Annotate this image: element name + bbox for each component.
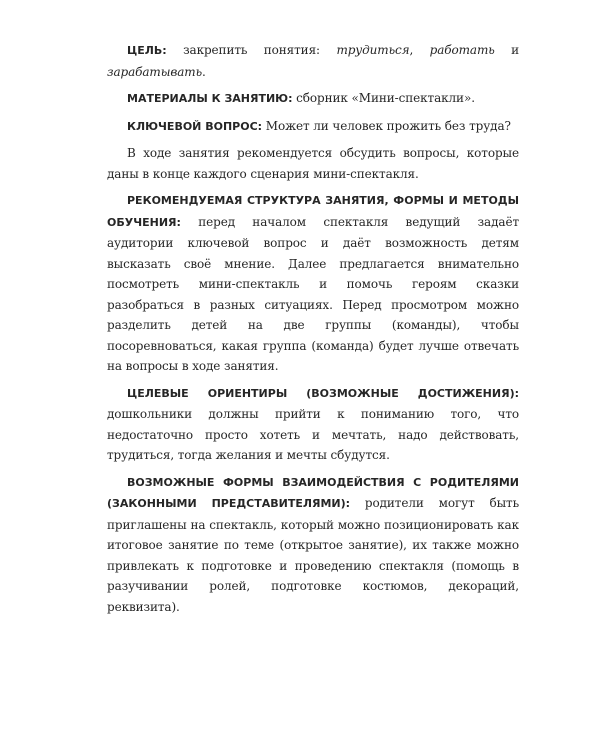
key-question-paragraph xyxy=(107,116,519,138)
structure-text: перед началом спектакля ведущий задаёт аудитории ключевой вопрос и даёт возможность детям высказать своё мнение. Далее предлагается внимательно посмотреть мини-спектакль и помочь героям сказки разобраться в разных ситуациях. Перед просмотром можно разделить детей на две группы (команды), чтобы посоревноваться, какая группа (команда) будет лучше отвечать на вопросы в ходе занятия. xyxy=(107,214,519,373)
materials-paragraph xyxy=(107,88,519,110)
goal-term-1: трудиться xyxy=(336,43,410,57)
structure-label: РЕКОМЕНДУЕМАЯ СТРУКТУРА ЗАНЯТИЯ, ФОРМЫ И МЕТОДЫ ОБУЧЕНИЯ: xyxy=(107,194,519,229)
goal-paragraph xyxy=(107,40,519,82)
materials-label: МАТЕРИАЛЫ К ЗАНЯТИЮ: xyxy=(127,92,293,105)
goal-label: ЦЕЛЬ: xyxy=(127,44,167,57)
goal-sep-1: , xyxy=(409,43,430,57)
goal-sep-2: и xyxy=(494,43,520,57)
targets-label: ЦЕЛЕВЫЕ ОРИЕНТИРЫ (ВОЗМОЖНЫЕ ДОСТИЖЕНИЯ): xyxy=(127,386,519,400)
document-page xyxy=(107,40,519,617)
goal-text: закрепить понятия: xyxy=(166,43,337,57)
targets-text: дошкольники должны прийти к пониманию того, что недостаточно просто хотеть и мечтать, надо действовать, трудиться, тогда желания и мечты сбудутся. xyxy=(107,407,519,462)
targets-paragraph xyxy=(107,383,519,466)
goal-term-3: зарабатывать xyxy=(107,64,203,79)
goal-end: . xyxy=(202,64,206,79)
recommendation-paragraph: В ходе занятия рекомендуется обсудить вопросы, которые даны в конце каждого сценария мини-спектакля. xyxy=(107,146,519,181)
parents-text: родители могут быть приглашены на спектакль, который можно позиционировать как итоговое занятие по теме (открытое занятие), их также можно привлекать к подготовке и проведению спектакля (помощь в разучивании ролей, подготовке костюмов, декораций, реквизита). xyxy=(107,496,520,614)
parents-label: ВОЗМОЖНЫЕ ФОРМЫ ВЗАИМОДЕЙСТВИЯ С РОДИТЕЛЯМИ (ЗАКОННЫМИ ПРЕДСТАВИТЕЛЯМИ): xyxy=(107,475,519,510)
goal-term-2: работать xyxy=(429,43,495,57)
parents-paragraph xyxy=(107,472,519,618)
key-question-label: КЛЮЧЕВОЙ ВОПРОС: xyxy=(127,119,263,133)
materials-text: сборник «Мини-спектакли». xyxy=(292,91,475,105)
structure-paragraph xyxy=(107,190,519,377)
key-question-text: Может ли человек прожить без труда? xyxy=(262,118,511,133)
